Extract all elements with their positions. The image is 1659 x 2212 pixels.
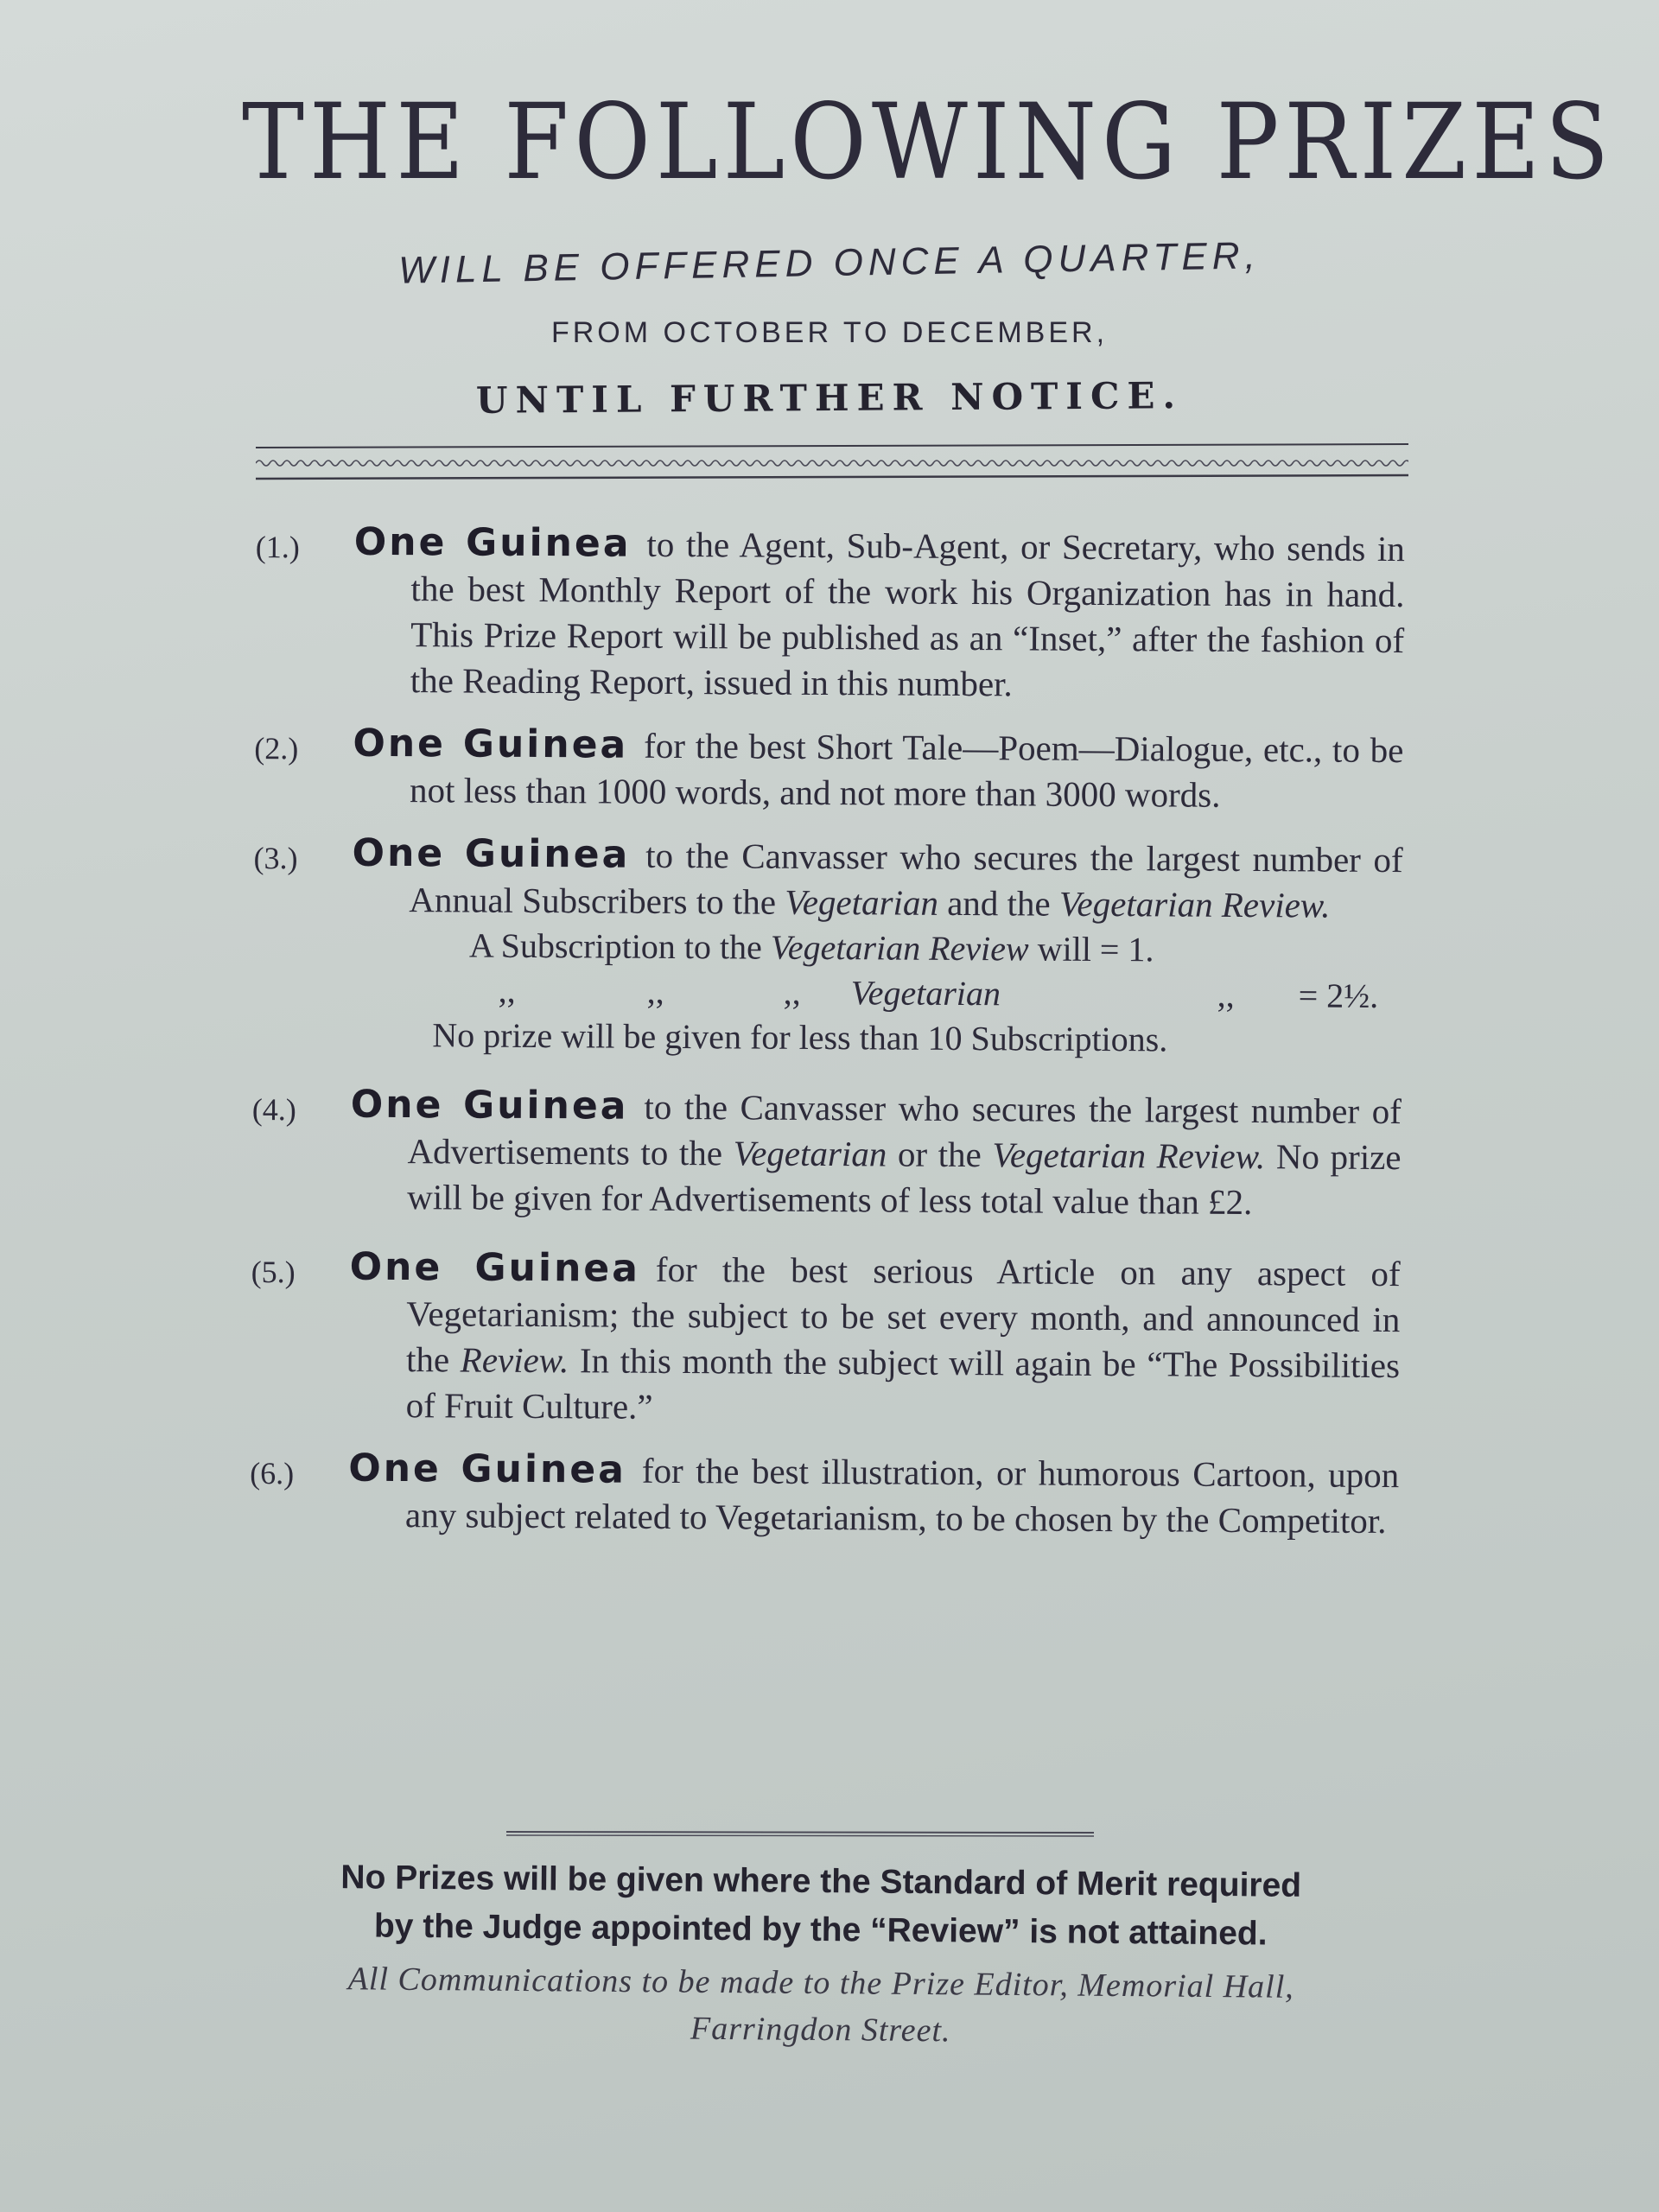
subtitle-period: FROM OCTOBER TO DECEMBER, [550, 316, 1109, 349]
ditto-mark: ,, [498, 970, 516, 1010]
subtitle-notice: UNTIL FURTHER NOTICE. [475, 374, 1184, 422]
subscription-rule-2 [499, 969, 1402, 1019]
prize-description [353, 721, 1404, 819]
prize-description [352, 830, 1403, 929]
ditto-mark: ,, [646, 971, 664, 1011]
prize-number: (4.) [251, 1091, 296, 1128]
subscription-rule-3: No prize will be given for less than 10 Subscriptions. [432, 1015, 1168, 1059]
prize-number: (1.) [255, 529, 300, 565]
prize-text: for the best Short Tale—Poem—Dialogue, etc., to be not less than 1000 words, and not more than 3000 words. [409, 725, 1404, 815]
prize-amount: One Guinea [353, 721, 629, 767]
prize-description [353, 519, 1405, 709]
prize-amount: One Guinea [352, 830, 631, 877]
ornamental-rule [256, 442, 1408, 486]
page-title: THE FOLLOWING PRIZES [242, 82, 1615, 203]
prize-text: for the best serious Article on any aspect of Vegetarianism; the subject to be set every month, and announced in the [405, 1249, 1401, 1380]
section-divider [506, 1830, 1094, 1837]
publication-title: Vegetarian [785, 881, 939, 923]
publication-title: Vegetarian [733, 1133, 887, 1174]
prize-amount: One Guinea [348, 1446, 627, 1492]
prize-number: (6.) [250, 1455, 295, 1491]
ditto-mark: ,, [783, 972, 801, 1012]
prize-description [349, 1244, 1401, 1434]
publication-title: Vegetarian [850, 973, 1001, 1014]
rule-text: will = 1. [1037, 929, 1154, 969]
prize-item-3 [252, 830, 1403, 1064]
subtitle-frequency: WILL BE OFFERED ONCE A QUARTER, [397, 234, 1262, 292]
prize-text: to the Canvasser who secures the largest number of Advertisements to the [407, 1086, 1402, 1173]
prize-item-5 [251, 1243, 1401, 1434]
prize-item-4 [251, 1081, 1402, 1226]
prize-list [250, 518, 1405, 1561]
merit-notice-line: No Prizes will be given where the Standard of Merit required [340, 1859, 1302, 1904]
prize-text: for the best illustration, or humorous Cartoon, upon any subject related to Vegetarianism, to be chosen by the Competitor. [404, 1450, 1400, 1541]
rule-text: A Subscription to the [468, 925, 763, 967]
prize-number: (3.) [253, 840, 298, 876]
prize-item-1 [255, 518, 1405, 709]
prize-number: (5.) [251, 1254, 296, 1290]
ditto-mark: ,, [1217, 975, 1235, 1014]
prize-description [350, 1082, 1402, 1226]
communications-note [251, 1955, 1392, 2058]
prize-item-2 [254, 720, 1404, 819]
publication-title: Vegetarian Review. [992, 1135, 1266, 1177]
communications-line: All Communications to be made to the Prize Editor, Memorial Hall, [347, 1961, 1294, 2005]
prize-text: to the Canvasser who secures the largest number of Annual Subscribers to the [409, 835, 1403, 922]
prize-text: and the [947, 882, 1051, 924]
prize-amount: One Guinea [350, 1082, 629, 1128]
merit-notice [251, 1853, 1392, 1960]
subscription-rule-1 [469, 924, 1402, 975]
publication-title: Vegetarian Review [770, 927, 1029, 969]
merit-notice-line: by the Judge appointed by the “Review” is not attained. [373, 1907, 1268, 1953]
prize-amount: One Guinea [349, 1244, 641, 1291]
publication-title: Vegetarian Review. [1058, 883, 1331, 925]
prize-text: or the [897, 1134, 982, 1175]
prize-description [348, 1446, 1400, 1544]
prize-amount: One Guinea [353, 519, 632, 566]
rule-value: = 2½. [1298, 976, 1379, 1015]
prize-item-6 [250, 1445, 1400, 1544]
prize-text: No prize will be given for Advertisements of less total value than £2. [407, 1136, 1402, 1223]
prize-number: (2.) [254, 730, 299, 766]
communications-line: Farringdon Street. [690, 2010, 951, 2050]
prize-text: to the Agent, Sub-Agent, or Secretary, who sends in the best Monthly Report of the work his Organization has in hand. This Prize Report will be published as an “Inset,” after the fashion of the Reading Report, issued in this number. [410, 524, 1405, 704]
publication-title: Review. [460, 1339, 569, 1381]
prize-text: In this month the subject will again be “The Possibilities of Fruit Culture.” [405, 1340, 1401, 1427]
